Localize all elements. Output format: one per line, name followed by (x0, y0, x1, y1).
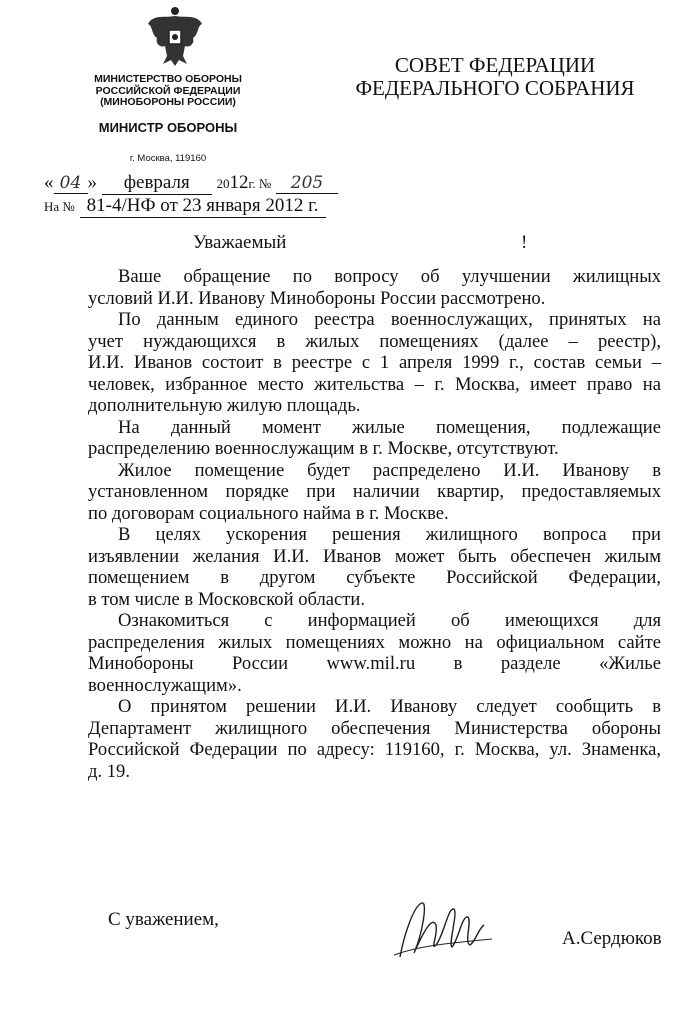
text-line: Жилое помещение будет распределено И.И. Иванову в (118, 459, 661, 481)
text-line: военнослужащим». (88, 674, 242, 696)
minister-title: МИНИСТР ОБОРОНЫ (98, 120, 238, 135)
paragraph (88, 524, 661, 610)
addressee (350, 54, 640, 100)
greeting: Уважаемый (193, 232, 287, 253)
ministry-line: РОССИЙСКОЙ ФЕДЕРАЦИИ (95, 84, 241, 97)
text-line: в том числе в Московской области. (88, 588, 366, 610)
text-line: Российской Федерации по адресу: 119160, г. Москва, ул. Знаменка, (88, 739, 661, 760)
text-line: Минобороны России www.mil.ru в разделе «Жилье (88, 653, 661, 674)
text-line: установленном порядке при наличии квартир, предоставляемых (88, 481, 661, 502)
letter-body (88, 266, 661, 782)
text-line: изъявлении желания И.И. Иванов может быть обеспечен жилым (88, 545, 661, 567)
text-line: В целях ускорения решения жилищного вопроса при (118, 524, 661, 545)
text-line: Ваше обращение по вопросу об улучшении жилищных (118, 266, 661, 287)
number-label: г. № (248, 176, 272, 191)
paragraph (88, 309, 661, 417)
text-line: распределения жилых помещениях можно на официальном сайте (88, 631, 661, 653)
city-address: г. Москва, 119160 (129, 153, 207, 164)
text-line: человек, избранное место жительства – г. Москва, имеет право на (88, 373, 661, 395)
text-line: Департамент жилищного обеспечения Министерства обороны (88, 717, 661, 739)
reference-text: 81-4/НФ от 23 января 2012 г. (80, 195, 326, 218)
text-line: О принятом решении И.И. Иванову следует сообщить в (118, 696, 661, 717)
text-line: Ознакомиться с информацией об имеющихся для (118, 610, 661, 631)
paragraph (88, 460, 661, 525)
ministry-line: МИНИСТЕРСТВО ОБОРОНЫ (94, 73, 242, 85)
date-year-suffix: 12 (229, 172, 249, 193)
paragraph (88, 696, 661, 782)
reference-line (44, 195, 326, 218)
coat-of-arms-emblem (145, 4, 205, 68)
addressee-line: ФЕДЕРАЛЬНОГО СОБРАНИЯ (355, 76, 635, 100)
paragraph (88, 610, 661, 696)
text-line: дополнительную жилую площадь. (88, 395, 361, 416)
ministry-line: (МИНОБОРОНЫ РОССИИ) (100, 96, 236, 108)
date-year-prefix: 20 (216, 176, 230, 191)
text-line: И.И. Иванов состоит в реестре с 1 апреля 1999 г., состав семьи – (88, 352, 661, 373)
reference-prefix: На № (44, 199, 75, 214)
signer-name: А.Сердюков (562, 928, 662, 949)
addressee-line: СОВЕТ ФЕДЕРАЦИИ (394, 53, 596, 77)
date-line: « 04 » февраля 2012г. № 205 (44, 172, 338, 195)
signature (392, 895, 497, 965)
outgoing-number: 205 (276, 173, 338, 194)
paragraph (88, 266, 661, 309)
text-line: условий И.И. Иванову Минобороны России рассмотрено. (88, 287, 546, 309)
text-line: по договорам социального найма в г. Москве. (88, 502, 449, 524)
date-month: февраля (102, 172, 212, 195)
closing: С уважением, (108, 909, 219, 930)
paragraph (88, 417, 661, 460)
text-line: распределению военнослужащим в г. Москве, отсутствуют. (88, 438, 559, 459)
text-line: д. 19. (88, 760, 130, 782)
date-day: 04 (54, 173, 88, 194)
text-line: По данным единого реестра военнослужащих, принятых на (118, 309, 661, 330)
text-line: учет нуждающихся в жилых помещениях (далее – реестр), (88, 330, 661, 352)
greeting-exclamation: ! (521, 232, 528, 253)
ministry-name (60, 74, 276, 109)
text-line: помещением в другом субъекте Российской Федерации, (88, 567, 661, 588)
text-line: На данный момент жилые помещения, подлежащие (118, 416, 661, 438)
